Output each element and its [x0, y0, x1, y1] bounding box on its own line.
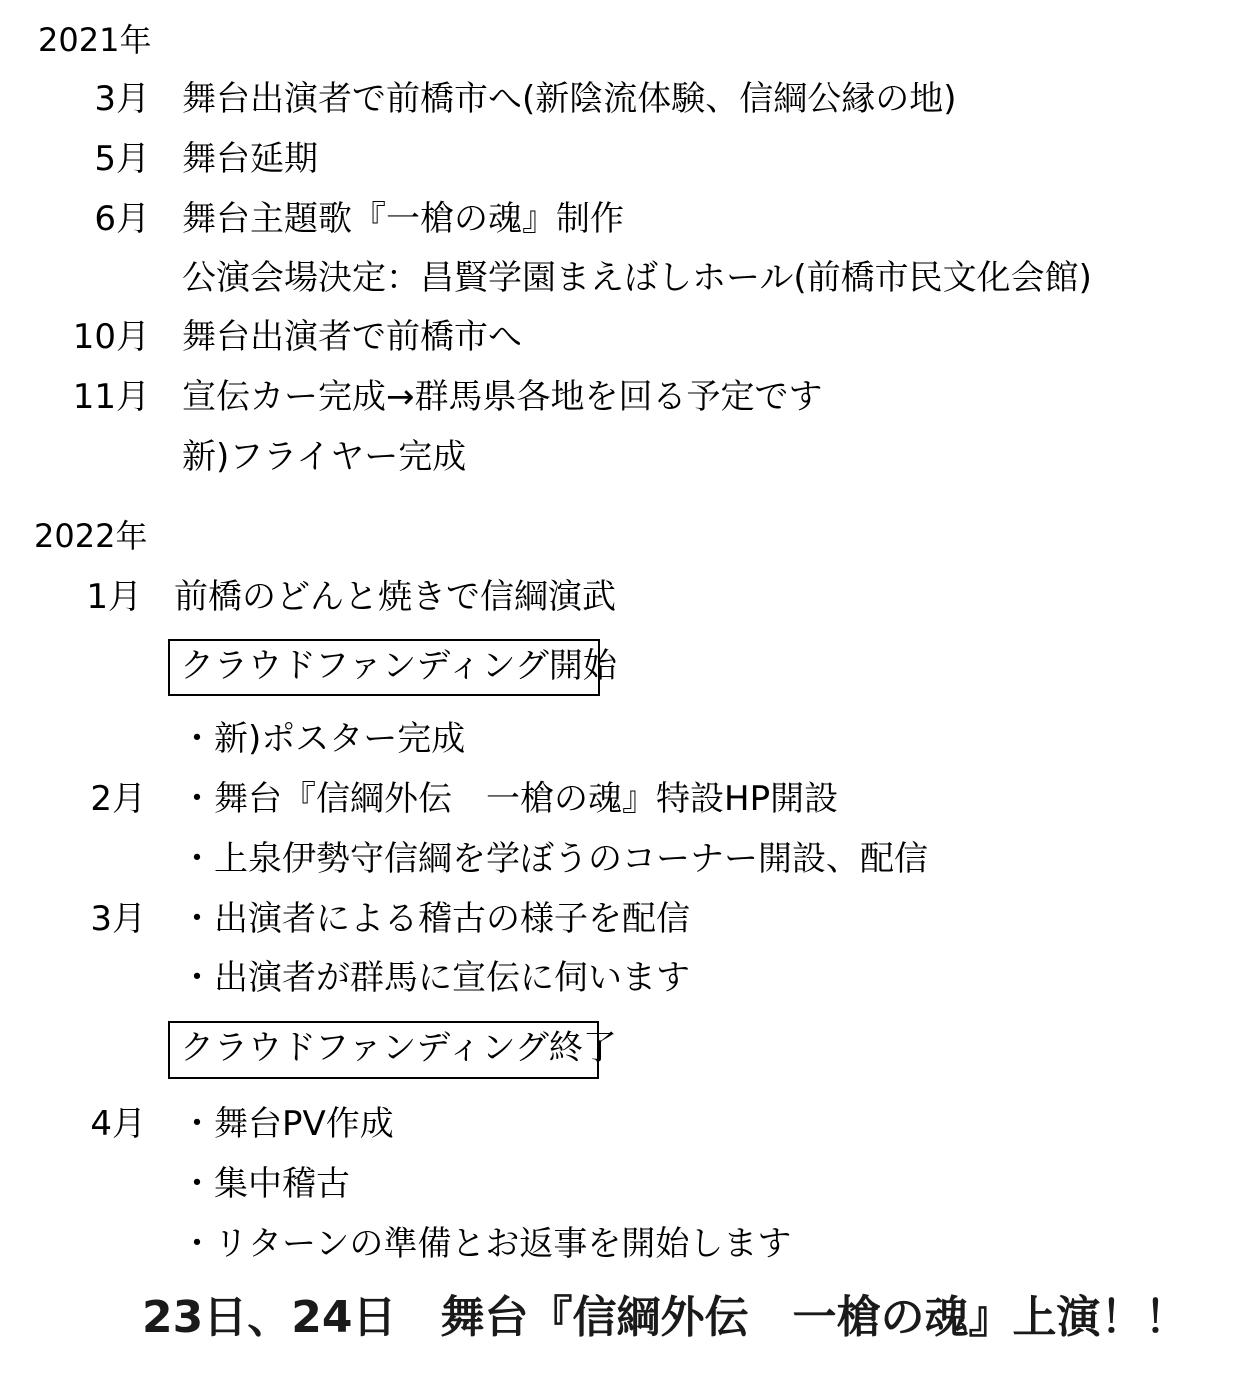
schedule-item: ・集中稽古 [180, 1164, 350, 1204]
schedule-item: 公演会場決定：昌賢学園まえばしホール(前橋市民文化会館) [182, 258, 1092, 298]
month-label: 2月 [90, 779, 146, 819]
schedule-item: 舞台出演者で前橋市へ(新陰流体験、信綱公縁の地) [182, 79, 957, 119]
schedule-item: 舞台主題歌『一槍の魂』制作 [182, 199, 624, 239]
schedule-item: 宣伝カー完成→群馬県各地を回る予定です [182, 377, 823, 417]
schedule-item: 舞台延期 [182, 139, 318, 179]
month-label: 1月 [86, 577, 142, 617]
schedule-item: ・出演者による稽古の様子を配信 [180, 899, 690, 939]
performance-announcement: 23日、24日 舞台『信綱外伝 一槍の魂』上演！！ [142, 1292, 1189, 1343]
schedule-item: ・上泉伊勢守信綱を学ぼうのコーナー開設、配信 [180, 839, 928, 879]
schedule-item: 舞台出演者で前橋市へ [182, 317, 522, 357]
month-label: 4月 [90, 1104, 146, 1144]
crowdfunding-end-box: クラウドファンディング終了 [168, 1021, 599, 1079]
crowdfunding-start-box: クラウドファンディング開始 [168, 639, 600, 696]
year-heading: 2022年 [34, 517, 148, 555]
schedule-item: ・出演者が群馬に宣伝に伺います [180, 958, 690, 998]
schedule-item: 新)フライヤー完成 [182, 437, 467, 477]
month-label: 5月 [94, 139, 150, 179]
month-label: 10月 [72, 317, 150, 357]
month-label: 3月 [94, 79, 150, 119]
schedule-item: ・新)ポスター完成 [180, 719, 466, 759]
schedule-item: ・舞台PV作成 [180, 1104, 394, 1144]
schedule-item: ・舞台『信綱外伝 一槍の魂』特設HP開設 [180, 779, 839, 819]
schedule-item: ・リターンの準備とお返事を開始します [180, 1224, 792, 1264]
month-label: 3月 [90, 899, 146, 939]
month-label: 6月 [94, 199, 150, 239]
schedule-item: 前橋のどんと焼きで信綱演武 [174, 577, 616, 617]
month-label: 11月 [72, 377, 150, 417]
year-heading: 2021年 [38, 21, 152, 59]
